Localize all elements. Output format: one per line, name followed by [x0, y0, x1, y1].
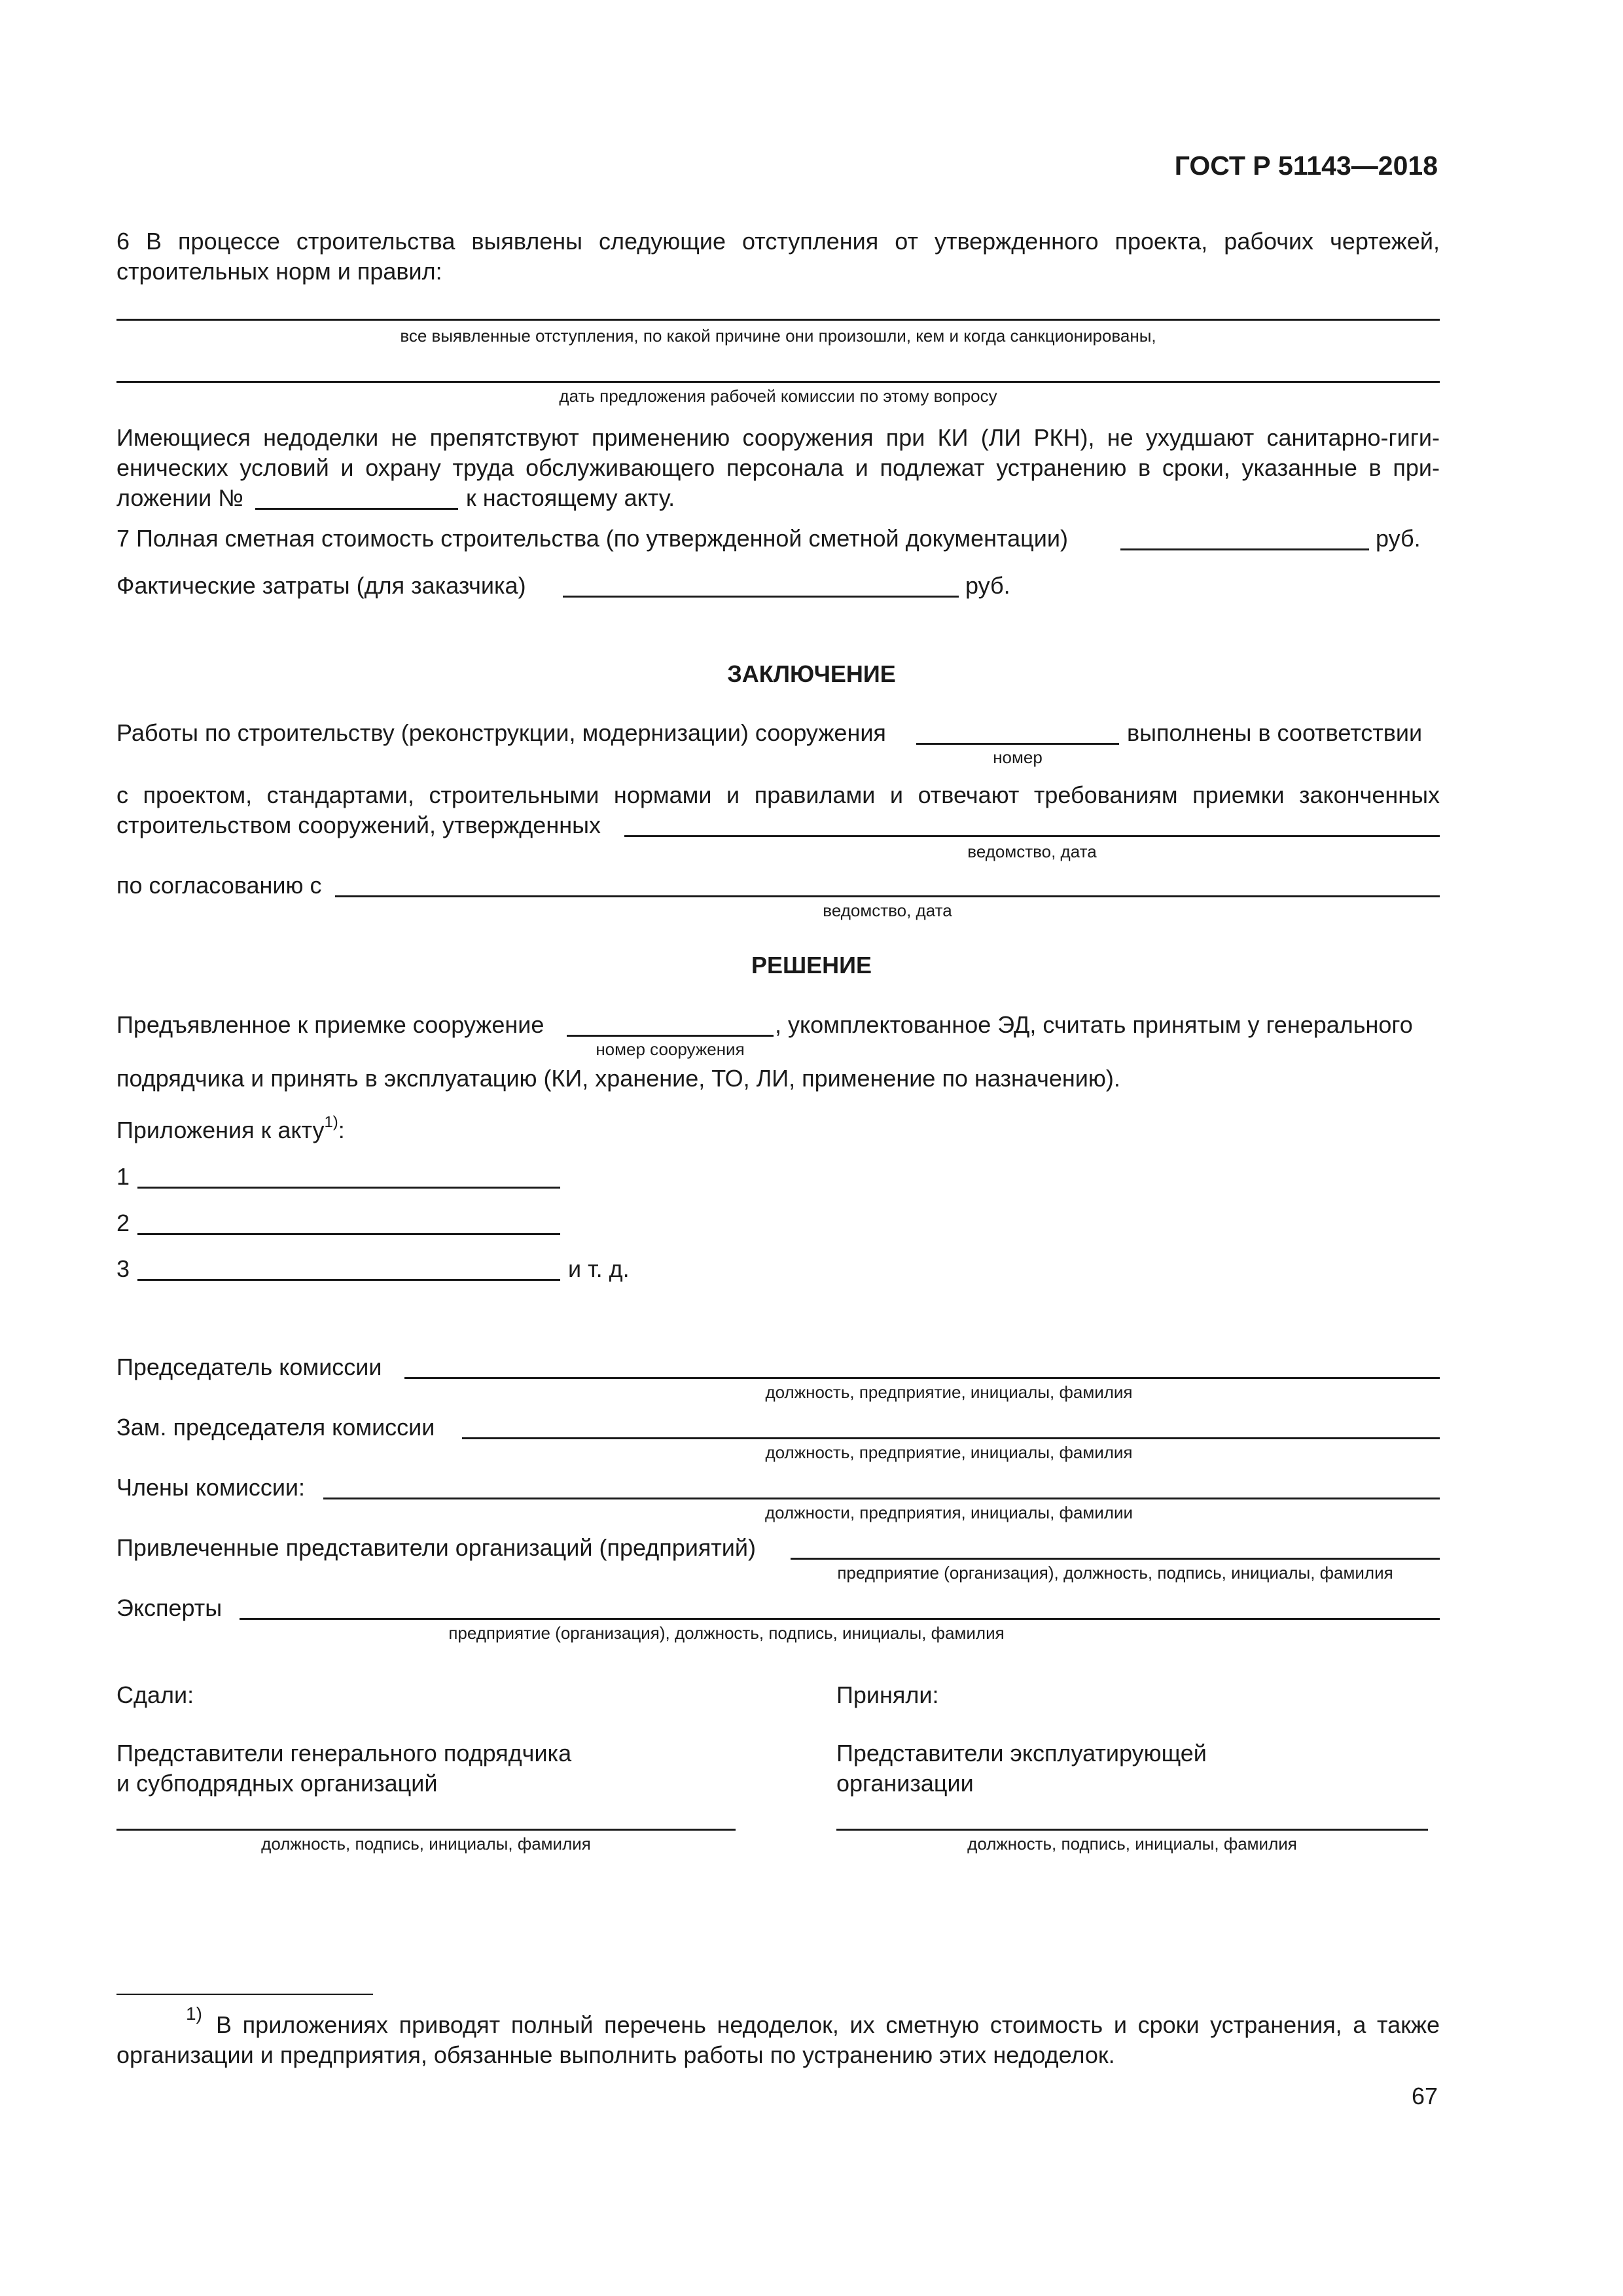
chairman-label: Председатель комиссии	[116, 1354, 382, 1380]
chairman-caption: должность, предприятие, инициалы, фамилия	[765, 1382, 1133, 1402]
operator-signature-caption: должность, подпись, инициалы, фамилия	[967, 1834, 1297, 1854]
decision-line1-start: Предъявленное к приемке сооружение	[116, 1011, 544, 1038]
conclusion-line2: с проектом, стандартами, строительными нормами и правилами и отвечают требованиям приемки законченных	[116, 781, 1440, 808]
defects-line2: енических условий и охрану труда обслуживающего персонала и подлежат устранению в сроки, указанные в при-	[116, 454, 1440, 481]
operator-reps-line2: организации	[836, 1770, 974, 1797]
structure-number-field[interactable]	[916, 743, 1119, 745]
contractor-signature-caption: должность, подпись, инициалы, фамилия	[261, 1834, 591, 1854]
members-field[interactable]	[323, 1498, 1440, 1499]
decision-line1-end: , укомплектованное ЭД, считать принятым у генерального	[775, 1011, 1413, 1038]
defects-line1: Имеющиеся недоделки не препятствуют применению сооружения при КИ (ЛИ РКН), не ухудшают санитарно-гиги-	[116, 424, 1440, 451]
contractor-reps-line1: Представители генерального подрядчика	[116, 1740, 572, 1767]
agreement-caption: ведомство, дата	[823, 901, 952, 920]
conclusion-line1-start: Работы по строительству (реконструкции, модернизации) сооружения	[116, 719, 886, 746]
total-cost-unit: руб.	[1376, 525, 1421, 552]
approved-by-field[interactable]	[624, 835, 1440, 837]
attachments-footnote-ref[interactable]: 1)	[324, 1113, 338, 1131]
footnote-line2: организации и предприятия, обязанные выполнить работы по устранению этих недоделок.	[116, 2041, 1115, 2068]
contractor-reps-line2: и субподрядных организаций	[116, 1770, 438, 1797]
conclusion-heading: ЗАКЛЮЧЕНИЕ	[727, 660, 896, 687]
agreement-field[interactable]	[335, 895, 1440, 897]
experts-label: Эксперты	[116, 1594, 223, 1621]
defects-line3-end: к настоящему акту.	[466, 484, 675, 511]
total-cost-field[interactable]	[1120, 548, 1369, 550]
appendix-number-field[interactable]	[255, 508, 458, 510]
actual-cost-field[interactable]	[563, 596, 959, 598]
chairman-field[interactable]	[404, 1377, 1440, 1379]
page-number: 67	[1411, 2083, 1438, 2109]
members-caption: должности, предприятия, инициалы, фамилии	[764, 1503, 1133, 1522]
deputy-field[interactable]	[462, 1437, 1440, 1439]
defects-line3-start: ложении №	[116, 484, 243, 511]
conclusion-line1-end: выполнены в соответствии	[1127, 719, 1423, 746]
section6-line2: строительных норм и правил:	[116, 258, 442, 285]
proposals-caption: дать предложения рабочей комиссии по этому вопросу	[559, 386, 997, 406]
experts-field[interactable]	[240, 1618, 1440, 1620]
contractor-signature-field[interactable]	[116, 1829, 736, 1831]
experts-caption: предприятие (организация), должность, подпись, инициалы, фамилия	[448, 1623, 1005, 1643]
agreement-label: по согласованию с	[116, 872, 322, 899]
actual-cost-label: Фактические затраты (для заказчика)	[116, 572, 526, 599]
accepted-title: Приняли:	[836, 1681, 939, 1708]
actual-cost-unit: руб.	[965, 572, 1010, 599]
attachment-item-2-number: 2	[116, 1210, 130, 1236]
footnote-marker: 1)	[186, 2003, 202, 2024]
deviations-caption: все выявленные отступления, по какой причине они произошли, кем и когда санкционированы,	[400, 326, 1156, 346]
footnote-line1: В приложениях приводят полный перечень недоделок, их сметную стоимость и сроки устранения, а также	[216, 2011, 1440, 2038]
accepted-structure-field[interactable]	[567, 1035, 774, 1037]
attachment-item-1-field[interactable]	[137, 1187, 560, 1189]
representatives-caption: предприятие (организация), должность, подпись, инициалы, фамилия	[837, 1563, 1393, 1583]
attachment-item-3-field[interactable]	[137, 1279, 560, 1281]
conclusion-line3: строительством сооружений, утвержденных	[116, 812, 601, 838]
decision-heading: РЕШЕНИЕ	[751, 952, 872, 978]
structure-number-caption: номер	[993, 747, 1043, 767]
handed-over-title: Сдали:	[116, 1681, 194, 1708]
attachments-etc: и т. д.	[568, 1255, 630, 1282]
decision-line2: подрядчика и принять в эксплуатацию (КИ, хранение, ТО, ЛИ, применение по назначению).	[116, 1065, 1120, 1092]
representatives-field[interactable]	[791, 1558, 1440, 1560]
deputy-caption: должность, предприятие, инициалы, фамилия	[765, 1443, 1133, 1462]
attachment-item-1-number: 1	[116, 1163, 130, 1190]
operator-reps-line1: Представители эксплуатирующей	[836, 1740, 1207, 1767]
attachment-item-2-field[interactable]	[137, 1233, 560, 1235]
deputy-label: Зам. председателя комиссии	[116, 1414, 435, 1441]
accepted-structure-caption: номер сооружения	[596, 1039, 745, 1059]
approved-by-caption: ведомство, дата	[967, 842, 1097, 861]
document-standard-title: ГОСТ Р 51143—2018	[1174, 151, 1438, 181]
members-label: Члены комиссии:	[116, 1474, 306, 1501]
deviations-field[interactable]	[116, 319, 1440, 321]
representatives-label: Привлеченные представители организаций (предприятий)	[116, 1534, 757, 1561]
section6-line1: 6 В процессе строительства выявлены следующие отступления от утвержденного проекта, рабочих чертежей,	[116, 228, 1440, 255]
attachment-item-3-number: 3	[116, 1255, 130, 1282]
total-cost-label: 7 Полная сметная стоимость строительства (по утвержденной сметной документации)	[116, 525, 1068, 552]
operator-signature-field[interactable]	[836, 1829, 1428, 1831]
proposals-field[interactable]	[116, 381, 1440, 383]
attachments-label: Приложения к акту$^{1)}$:	[116, 1113, 345, 1143]
footnote-separator	[116, 1994, 373, 1995]
